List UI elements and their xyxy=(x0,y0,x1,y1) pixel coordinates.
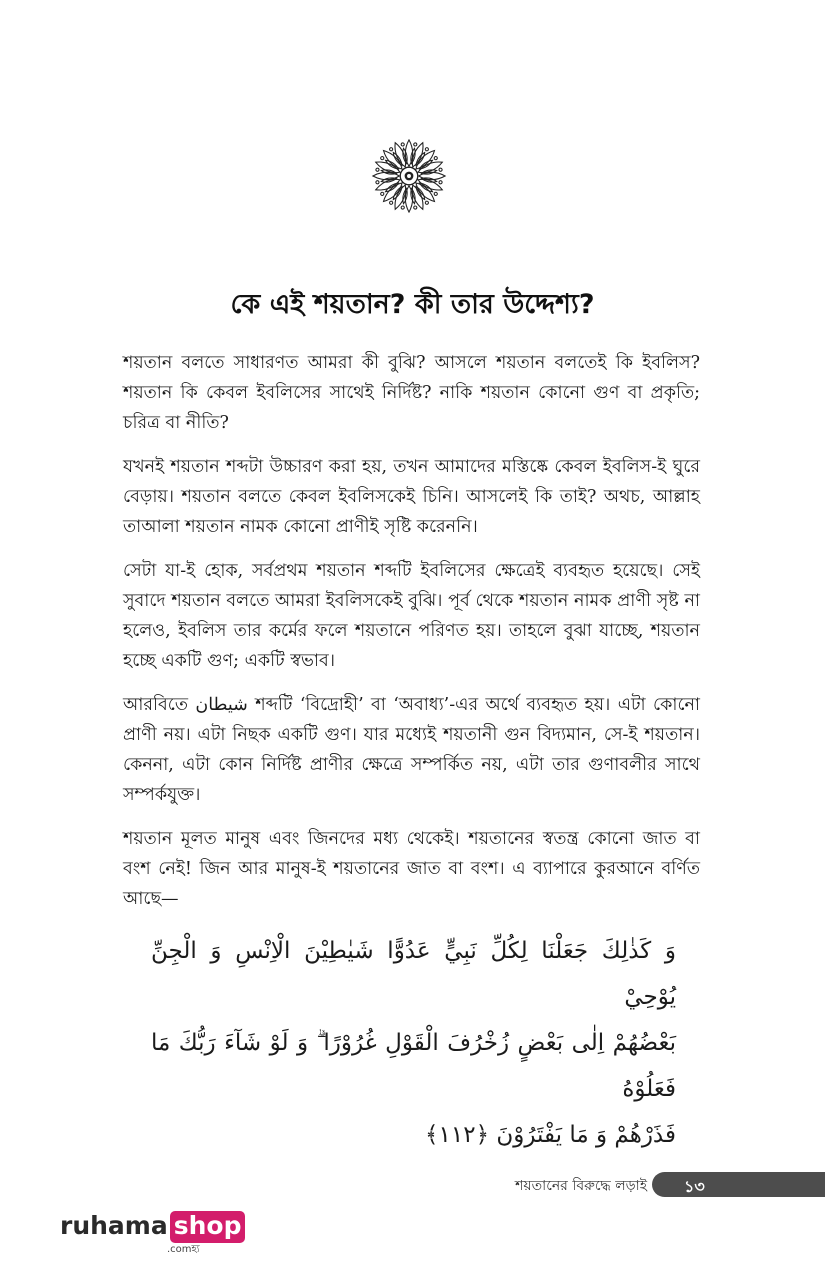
quran-verse-line-3: فَذَرْهُمْ وَ مَا يَفْتَرُوْنَ ﴿١١٢﴾ xyxy=(425,1122,676,1148)
paragraph-1: শয়তান বলতে সাধারণত আমরা কী বুঝি? আসলে শয়তান বলতেই কি ইবলিস? শয়তান কি কেবল ইবলিসের সাথেই নির্দিষ্ট? নাকি শয়তান কোনো গুণ বা প্রকৃতি; চরিত্র বা নীতি? xyxy=(123,353,700,433)
logo-shop-badge: shop xyxy=(170,1211,246,1243)
logo-main-text: ruhama xyxy=(60,1211,168,1240)
paragraph-4: আরবিতে شيطان শব্দটি ‘বিদ্রোহী’ বা ‘অবাধ্য’-এর অর্থে ব্যবহৃত হয়। এটা কোনো প্রাণী নয়। এটা নিছক একটি গুণ। যার মধ্যেই শয়তানী গুন বিদ্যমান, সে-ই শয়তান। কেননা, এটা কোন নির্দিষ্ট প্রাণীর ক্ষেত্রে সম্পর্কিত নয়, এটা তার গুণাবলীর সাথে সম্পর্কযুক্ত। xyxy=(123,695,701,805)
logo-wordmark xyxy=(60,1211,245,1243)
page-title: কে এই শয়তান? কী তার উদ্দেশ্য? xyxy=(230,289,595,320)
running-head: শয়তানের বিরুদ্ধে লড়াই xyxy=(515,1178,647,1194)
page-footer xyxy=(0,1172,825,1198)
logo-domain: .comহ্য xyxy=(167,1244,200,1255)
paragraph-3: সেটা যা-ই হোক, সর্বপ্রথম শয়তান শব্দটি ইবলিসের ক্ষেত্রেই ব্যবহৃত হয়েছে। সেই সুবাদে শয়তান বলতে আমরা ইবলিসকেই বুঝি। পূর্ব থেকে শয়তান নামক প্রাণী সৃষ্ট না হলেও, ইবলিস তার কর্মের ফলে শয়তানে পরিণত হয়। তাহলে বুঝা যাচ্ছে, শয়তান হচ্ছে একটি গুণ; একটি স্বভাব। xyxy=(123,561,700,671)
quran-verse-line-1: وَ كَذٰلِكَ جَعَلْنَا لِكُلِّ نَبِيٍّ عَدُوًّا شَيٰطِيْنَ الْاِنْسِ وَ الْجِنِّ يُوْحِيْ xyxy=(151,938,676,1010)
mandala-ornament-icon xyxy=(370,137,448,215)
page-number-tab xyxy=(652,1172,825,1197)
quran-verse xyxy=(123,928,700,1158)
paragraph-5: শয়তান মূলত মানুষ এবং জিনদের মধ্য থেকেই। শয়তানের স্বতন্ত্র কোনো জাত বা বংশ নেই! জিন আর মানুষ-ই শয়তানের জাত বা বংশ। এ ব্যাপারে কুরআনে বর্ণিত আছে— xyxy=(123,829,700,909)
body-text xyxy=(123,348,700,1158)
page-number: ১৩ xyxy=(684,1177,705,1196)
paragraph-2: যখনই শয়তান শব্দটা উচ্চারণ করা হয়, তখন আমাদের মস্তিষ্কে কেবল ইবলিস-ই ঘুরে বেড়ায়। শয়তান বলতে কেবল ইবলিসকেই চিনি। আসলেই কি তাই? অথচ, আল্লাহ তাআলা শয়তান নামক কোনো প্রাণীই সৃষ্টি করেননি। xyxy=(123,457,700,537)
quran-verse-line-2: بَعْضُهُمْ اِلٰى بَعْضٍ زُخْرُفَ الْقَوْلِ غُرُوْرًا ۗ وَ لَوْ شَآءَ رَبُّكَ مَا فَعَلُوْهُ xyxy=(151,1030,676,1102)
